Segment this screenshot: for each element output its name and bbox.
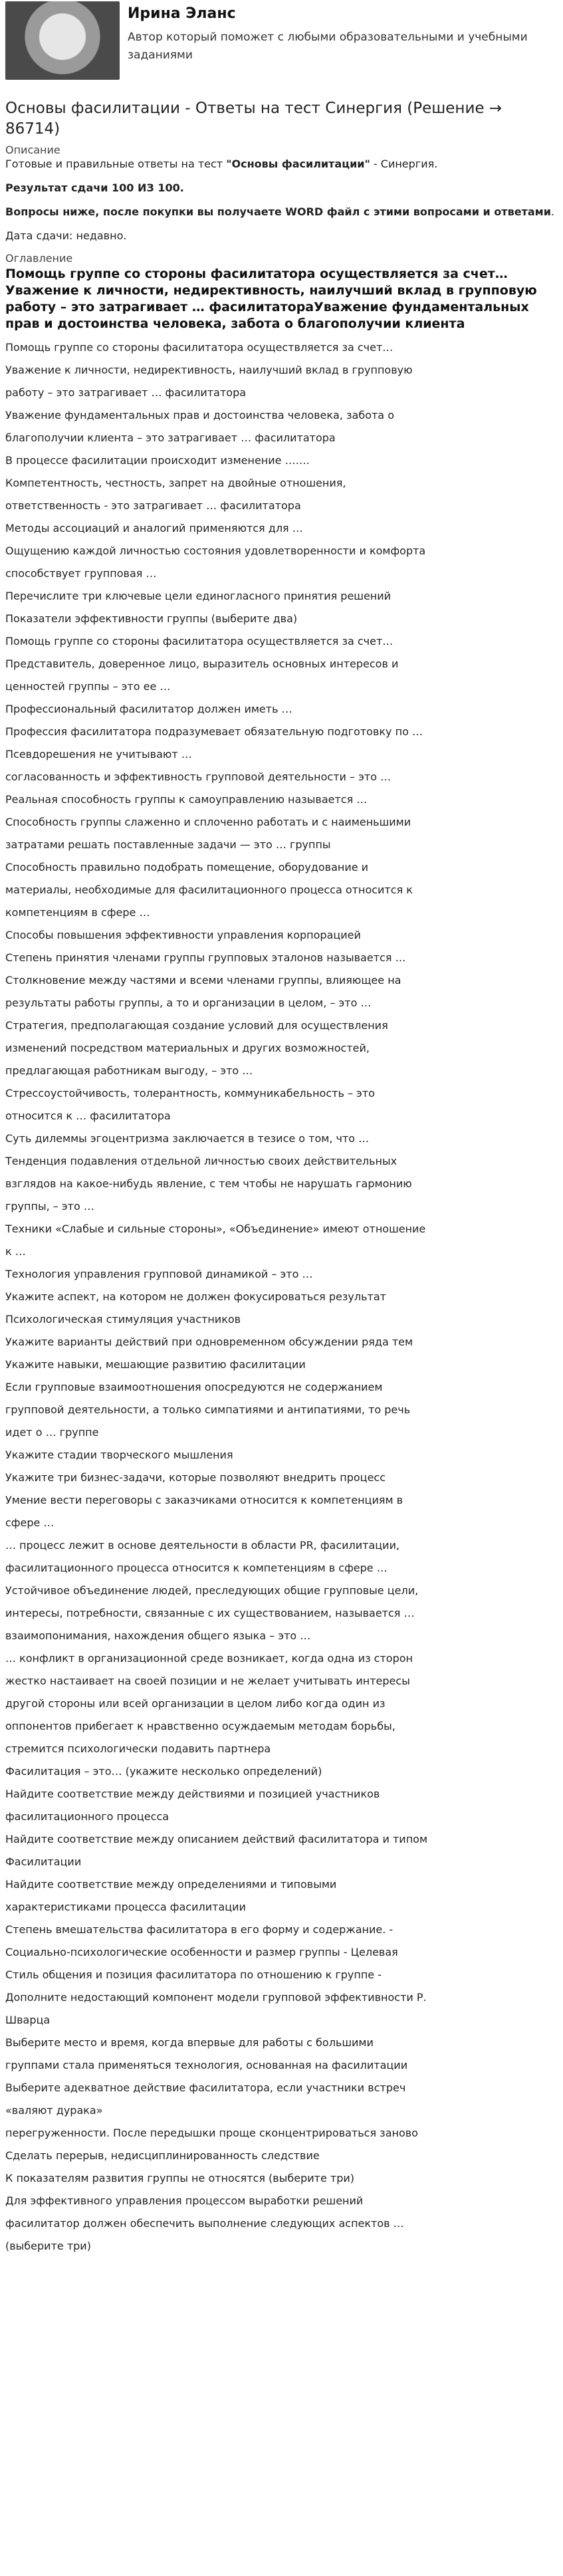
toc-item: предлагающая работникам выгоду, – это …: [5, 1064, 253, 1077]
toc-item: сфере …: [5, 1516, 55, 1529]
toc-item: фасилитатор должен обеспечить выполнение следующих аспектов …: [5, 2217, 404, 2230]
toc-list: [5, 336, 558, 2258]
toc-item: интересы, потребности, связанные с их существованием, называется …: [5, 1607, 415, 1619]
toc-item: благополучии клиента – это затрагивает … фасилитатора: [5, 431, 336, 444]
toc-item: работу – это затрагивает … фасилитатора: [5, 386, 247, 399]
word-note-text: Вопросы ниже, после покупки вы получаете WORD файл с этими вопросами и ответами: [5, 205, 551, 218]
product-title: Основы фасилитации - Ответы на тест Синергия (Решение → 86714): [5, 100, 503, 138]
toc-item: Способы повышения эффективности управления корпорацией: [5, 929, 361, 941]
toc-item: Ощущению каждой личностью состояния удовлетворенности и комфорта: [5, 544, 426, 557]
toc-item: Укажите три бизнес-задачи, которые позволяют внедрить процесс: [5, 1471, 386, 1484]
toc-item: Укажите стадии творческого мышления: [5, 1449, 233, 1461]
toc-item: фасилитационного процесса: [5, 1810, 169, 1823]
intro-test-name: "Основы фасилитации": [226, 158, 370, 170]
toc-item: Уважение фундаментальных прав и достоинства человека, забота о: [5, 409, 394, 421]
author-info: [128, 1, 558, 64]
toc-item: материалы, необходимые для фасилитационного процесса относится к: [5, 883, 413, 896]
toc-item: (выберите три): [5, 2240, 91, 2252]
intro-suffix: - Синергия.: [370, 158, 438, 170]
toc-item: Найдите соответствие между определениями и типовыми: [5, 1878, 337, 1891]
toc-item: ответственность - это затрагивает … фасилитатора: [5, 499, 301, 512]
toc-item: Выберите место и время, когда впервые для работы с большими: [5, 2036, 374, 2049]
toc-item: Профессиональный фасилитатор должен иметь …: [5, 703, 292, 715]
description-intro: [5, 156, 558, 172]
toc-item: Дополните недостающий компонент модели групповой эффективности Р.: [5, 1991, 427, 2004]
toc-item: Методы ассоциаций и аналогий применяются для …: [5, 522, 303, 534]
result-text: Результат сдачи 100 ИЗ 100.: [5, 181, 184, 194]
toc-item: Укажите аспект, на котором не должен фокусироваться результат: [5, 1290, 386, 1303]
toc-item: «валяют дурака»: [5, 2104, 103, 2117]
toc-item: жестко настаивает на своей позиции и не желает учитывать интересы: [5, 1675, 410, 1687]
word-note-end: .: [550, 205, 554, 218]
toc-item: Уважение к личности, недирективность, наилучший вклад в групповую: [5, 364, 413, 376]
toc-item: Реальная способность группы к самоуправлению называется …: [5, 793, 368, 806]
author-header: [5, 0, 558, 88]
toc-item: Тенденция подавления отдельной личностью своих действительных: [5, 1155, 397, 1167]
toc-item: стремится психологически подавить партнера: [5, 1742, 271, 1755]
toc-item: взаимопонимания, нахождения общего языка – это …: [5, 1629, 311, 1642]
toc-item: Найдите соответствие между действиями и позицией участников: [5, 1788, 380, 1800]
toc-item: другой стороны или всей организации в целом либо когда один из: [5, 1697, 386, 1710]
toc-item: В процессе фасилитации происходит изменение …….: [5, 454, 310, 467]
toc-item: фасилитационного процесса относится к компетенциям в сфере …: [5, 1562, 388, 1574]
toc-item: Столкновение между частями и всеми членами группы, влияющее на: [5, 974, 401, 987]
word-note: [5, 204, 558, 220]
toc-item: Суть дилеммы эгоцентризма заключается в тезисе о том, что …: [5, 1132, 370, 1145]
toc-item: Технология управления групповой динамикой – это …: [5, 1268, 313, 1280]
toc-item: Профессия фасилитатора подразумевает обязательную подготовку по …: [5, 725, 423, 738]
toc-item: взглядов на какое-нибудь явление, с тем чтобы не нарушать гармонию: [5, 1177, 412, 1190]
toc-item: Стиль общения и позиция фасилитатора по отношению к группе -: [5, 1968, 382, 1981]
toc-item: Способность правильно подобрать помещение, оборудование и: [5, 861, 369, 874]
toc-item: Выберите адекватное действие фасилитатора, если участники встреч: [5, 2081, 406, 2094]
toc-label: Оглавление: [5, 252, 73, 265]
toc-item: компетенциям в сфере …: [5, 906, 150, 919]
toc-item: Псевдорешения не учитывают …: [5, 748, 192, 761]
toc-heading: Помощь группе со стороны фасилитатора осуществляется за счет…Уважение к личности, недирективность, наилучший вклад в групповую работу – это затрагивает … фасилитатораУважение фундаментальных прав и достоинства человека, забота о благополучии клиента: [5, 267, 537, 331]
toc-item: идет о … группе: [5, 1426, 99, 1439]
toc-item: согласованность и эффективность групповой деятельности – это …: [5, 770, 392, 783]
toc-item: Способность группы слаженно и сплоченно работать и с наименьшими: [5, 816, 411, 828]
toc-item: … конфликт в организационной среде возникает, когда одна из сторон: [5, 1652, 413, 1665]
toc-item: результаты работы группы, а то и организации в целом, – это …: [5, 996, 372, 1009]
toc-item: Шварца: [5, 2014, 51, 2026]
toc-item: характеристиками процесса фасилитации: [5, 1901, 246, 1913]
toc-item: Для эффективного управления процессом выработки решений: [5, 2194, 364, 2207]
toc-item: затратами решать поставленные задачи — это … группы: [5, 838, 331, 851]
toc-item: Психологическая стимуляция участников: [5, 1313, 241, 1326]
description-label: Описание: [5, 144, 60, 156]
toc-item: групповой деятельности, а только симпатиями и антипатиями, то речь: [5, 1403, 411, 1416]
author-name[interactable]: Ирина Эланс: [128, 5, 236, 22]
toc-item: группами стала применяться технология, основанная на фасилитации: [5, 2059, 408, 2071]
toc-item: перегруженности. После передышки проще сконцентрироваться заново: [5, 2127, 418, 2139]
toc-item: Укажите навыки, мешающие развитию фасилитации: [5, 1358, 306, 1371]
toc-item: Устойчивое объединение людей, преследующих общие групповые цели,: [5, 1584, 419, 1597]
toc-item: Помощь группе со стороны фасилитатора осуществляется за счет…: [5, 341, 394, 354]
toc-item: … процесс лежит в основе деятельности в области PR, фасилитации,: [5, 1539, 400, 1552]
toc-item: Фасилитация – это… (укажите несколько определений): [5, 1765, 322, 1778]
toc-item: Перечислите три ключевые цели единогласного принятия решений: [5, 590, 392, 602]
toc-item: Показатели эффективности группы (выберите два): [5, 612, 298, 625]
toc-item: Компетентность, честность, запрет на двойные отношения,: [5, 477, 346, 489]
intro-prefix: Готовые и правильные ответы на тест: [5, 158, 227, 170]
toc-item: оппонентов прибегает к нравственно осуждаемым методам борьбы,: [5, 1720, 395, 1732]
toc-item: способствует групповая …: [5, 567, 157, 580]
author-avatar[interactable]: [5, 1, 120, 80]
toc-item: к …: [5, 1245, 26, 1258]
toc-item: изменений посредством материальных и других возможностей,: [5, 1042, 370, 1054]
author-description: Автор который поможет с любыми образовательными и учебными заданиями: [128, 31, 528, 62]
toc-item: Фасилитации: [5, 1855, 82, 1868]
toc-item: Техники «Слабые и сильные стороны», «Объединение» имеют отношение: [5, 1223, 426, 1235]
toc-item: Сделать перерыв, недисциплинированность следствие: [5, 2149, 320, 2162]
toc-item: Степень вмешательства фасилитатора в его форму и содержание. -: [5, 1923, 394, 1936]
toc-item: относится к … фасилитатора: [5, 1110, 171, 1122]
toc-item: Помощь группе со стороны фасилитатора осуществляется за счет…: [5, 635, 394, 647]
toc-item: Умение вести переговоры с заказчиками относится к компетенциям в: [5, 1494, 403, 1506]
toc-item: Стрессоустойчивость, толерантность, коммуникабельность – это: [5, 1087, 375, 1100]
toc-item: ценностей группы – это ее …: [5, 680, 171, 693]
toc-item: Укажите варианты действий при одновременном обсуждении ряда тем: [5, 1336, 413, 1348]
toc-item: Степень принятия членами группы групповых эталонов называется …: [5, 951, 406, 964]
toc-item: Представитель, доверенное лицо, выразитель основных интересов и: [5, 657, 399, 670]
date-text: Дата сдачи: недавно.: [5, 229, 127, 242]
toc-item: К показателям развития группы не относятся (выберите три): [5, 2172, 354, 2184]
toc-item: Социально-психологические особенности и размер группы - Целевая: [5, 1946, 398, 1958]
toc-item: Найдите соответствие между описанием действий фасилитатора и типом: [5, 1833, 428, 1845]
toc-item: группы, – это …: [5, 1200, 94, 1213]
toc-item: Если групповые взаимоотношения опосредуются не содержанием: [5, 1381, 383, 1393]
toc-item: Стратегия, предполагающая создание условий для осуществления: [5, 1019, 388, 1032]
